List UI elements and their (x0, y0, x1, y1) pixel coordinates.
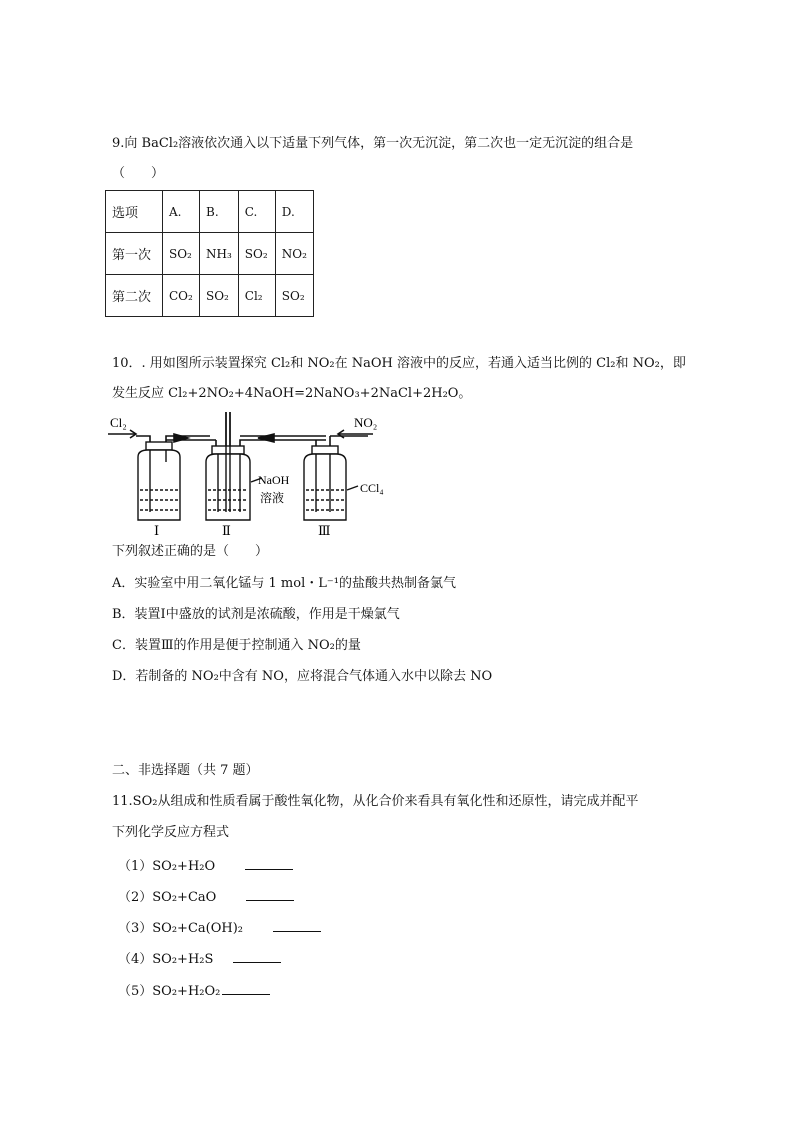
q10-option-a: A．实验室中用二氧化锰与 1 mol・L⁻¹的盐酸共热制备氯气 (112, 576, 456, 591)
section-title: 二、非选择题（共 7 题） (112, 763, 259, 778)
table-cell: SO₂ (200, 275, 239, 317)
q11-item (118, 857, 293, 876)
q11-item (118, 888, 294, 907)
table-cell: SO₂ (163, 233, 200, 275)
bottle-2 (206, 446, 250, 520)
q11-item (118, 950, 281, 969)
apparatus-figure (108, 412, 398, 537)
q11-line1: 11.SO₂从组成和性质看属于酸性氧化物，从化合价来看具有氧化性和还原性，请完成并配平 (112, 794, 639, 809)
table-cell: 第二次 (106, 275, 163, 317)
q10-option-c: C．装置Ⅲ的作用是便于控制通入 NO₂的量 (112, 638, 361, 653)
bottle-1-label: Ⅰ (154, 523, 160, 537)
answer-blank[interactable] (246, 888, 294, 901)
q11-item-text: （4）SO₂+H₂S (118, 952, 214, 967)
table-cell: SO₂ (275, 275, 313, 317)
q11-line2: 下列化学反应方程式 (112, 825, 230, 840)
q11-item-text: （2）SO₂+CaO (118, 890, 217, 905)
q10-option-b: B．装置Ⅰ中盛放的试剂是浓硫酸，作用是干燥氯气 (112, 607, 400, 622)
q9-text: 9.向 BaCl₂溶液依次通入以下适量下列气体，第一次无沉淀，第二次也一定无沉淀的组合是 (112, 136, 634, 151)
q9-answer-paren: （ ） (112, 166, 165, 181)
q11-item-text: （3）SO₂+Ca(OH)₂ (118, 921, 243, 936)
bottle-3 (304, 446, 346, 520)
q10-line1: 10．. 用如图所示装置探究 Cl₂和 NO₂在 NaOH 溶液中的反应，若通入适当比例的 Cl₂和 NO₂，即 (112, 356, 686, 371)
table-cell: D. (275, 191, 313, 233)
table-cell: Cl₂ (238, 275, 275, 317)
table-cell: 选项 (106, 191, 163, 233)
solution-label: 溶液 (260, 491, 285, 505)
answer-blank[interactable] (233, 950, 281, 963)
ccl4-label: CCl₄ (360, 481, 384, 495)
table-cell: NO₂ (275, 233, 313, 275)
table-cell: A. (163, 191, 200, 233)
naoh-label: NaOH (258, 473, 290, 487)
answer-blank[interactable] (245, 857, 293, 870)
table-cell: SO₂ (238, 233, 275, 275)
table-header-row (106, 191, 314, 233)
table-row (106, 233, 314, 275)
table-cell: NH₃ (200, 233, 239, 275)
q9-options-table (105, 190, 314, 317)
q10-option-d: D．若制备的 NO₂中含有 NO，应将混合气体通入水中以除去 NO (112, 669, 493, 684)
table-cell: 第一次 (106, 233, 163, 275)
q11-item (118, 919, 321, 938)
answer-blank[interactable] (273, 919, 321, 932)
no2-label: NO₂ (354, 415, 378, 430)
table-row (106, 275, 314, 317)
bottle-3-label: Ⅲ (318, 523, 331, 537)
answer-blank[interactable] (222, 982, 270, 995)
q11-item (118, 982, 270, 1001)
table-cell: CO₂ (163, 275, 200, 317)
q10-prompt: 下列叙述正确的是（ ） (112, 544, 269, 559)
bottle-2-label: Ⅱ (222, 523, 231, 537)
table-cell: C. (238, 191, 275, 233)
table-cell: B. (200, 191, 239, 233)
q11-item-text: （5）SO₂+H₂O₂ (118, 984, 221, 999)
q10-line2: 发生反应 Cl₂+2NO₂+4NaOH=2NaNO₃+2NaCl+2H₂O。 (112, 386, 472, 401)
q11-item-text: （1）SO₂+H₂O (118, 859, 216, 874)
bottle-1 (138, 442, 180, 520)
cl2-label: Cl₂ (110, 415, 127, 430)
